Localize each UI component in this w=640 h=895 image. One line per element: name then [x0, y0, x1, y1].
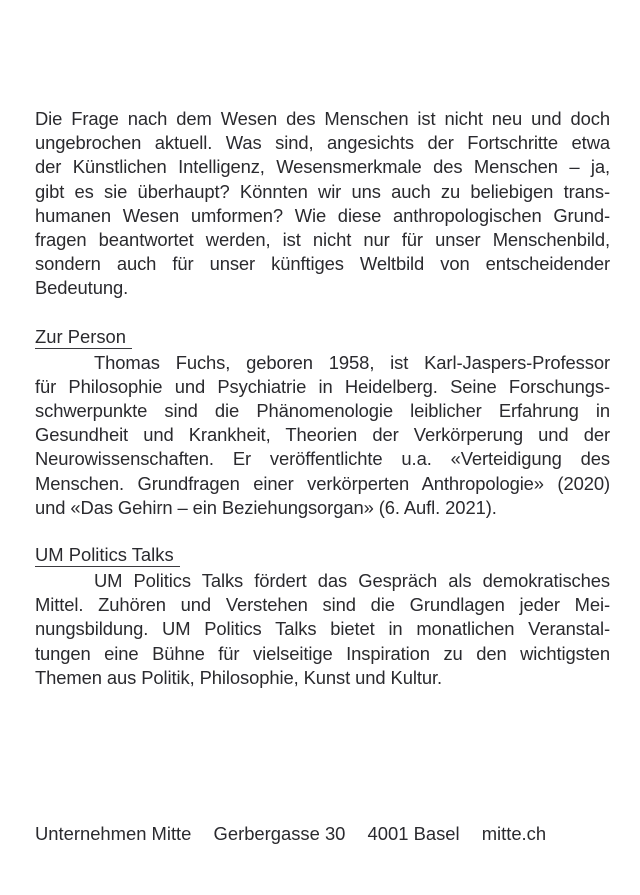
person-line: schwerpunkte sind die Phänomenologie leiblicher Erfahrung in	[35, 400, 610, 422]
intro-line: sondern auch für unser künftiges Weltbild von entscheidender	[35, 253, 610, 275]
person-line: für Philosophie und Psychiatrie in Heidelberg. Seine Forschungs-	[35, 375, 610, 397]
talks-line: Mittel. Zuhören und Verstehen sind die Grundlagen jeder Mei-	[35, 594, 610, 616]
footer-address	[35, 822, 563, 846]
footer-website[interactable]: mitte.ch	[481, 823, 547, 844]
intro-line: ungebrochen aktuell. Was sind, angesichts der Fortschritte etwa	[35, 132, 610, 154]
footer-organization: Unternehmen Mitte	[35, 823, 192, 844]
talks-line: Themen aus Politik, Philosophie, Kunst und Kultur.	[35, 666, 442, 688]
intro-line: Die Frage nach dem Wesen des Menschen ist nicht neu und doch	[35, 108, 610, 129]
intro-paragraph	[35, 107, 610, 301]
person-line: Neurowissenschaften. Er veröffentlichte u.a. «Verteidigung des	[35, 448, 610, 470]
document-page	[35, 107, 610, 690]
person-line: Gesundheit und Krankheit, Theorien der Verkörperung und der	[35, 424, 610, 446]
intro-line: Bedeutung.	[35, 277, 129, 299]
intro-line: fragen beantwortet werden, ist nicht nur für unser Menschenbild,	[35, 229, 610, 251]
talks-section	[35, 544, 610, 690]
intro-line: humanen Wesen umformen? Wie diese anthropologischen Grund-	[35, 204, 610, 226]
intro-line: der Künstlichen Intelligenz, Wesensmerkmale des Menschen – ja,	[35, 156, 610, 178]
talks-line: nungsbildung. UM Politics Talks bietet in monatlichen Veranstal-	[35, 618, 610, 640]
person-heading: Zur Person	[35, 326, 132, 349]
talks-line: UM Politics Talks fördert das Gespräch als demokratisches	[94, 570, 610, 592]
footer-city: 4001 Basel	[367, 823, 460, 844]
intro-line: gibt es sie überhaupt? Könnten wir uns auch zu beliebigen trans-	[35, 180, 610, 202]
footer-street: Gerbergasse 30	[213, 823, 346, 844]
person-line: Menschen. Grundfragen einer verkörperten Anthropologie» (2020)	[35, 472, 610, 494]
person-line: Thomas Fuchs, geboren 1958, ist Karl-Jaspers-Professor	[94, 351, 610, 373]
talks-line: tungen eine Bühne für vielseitige Inspiration zu den wichtigsten	[35, 642, 610, 664]
person-section	[35, 326, 610, 520]
person-line: und «Das Gehirn – ein Beziehungsorgan» (6. Aufl. 2021).	[35, 496, 497, 518]
talks-heading: UM Politics Talks	[35, 544, 180, 567]
